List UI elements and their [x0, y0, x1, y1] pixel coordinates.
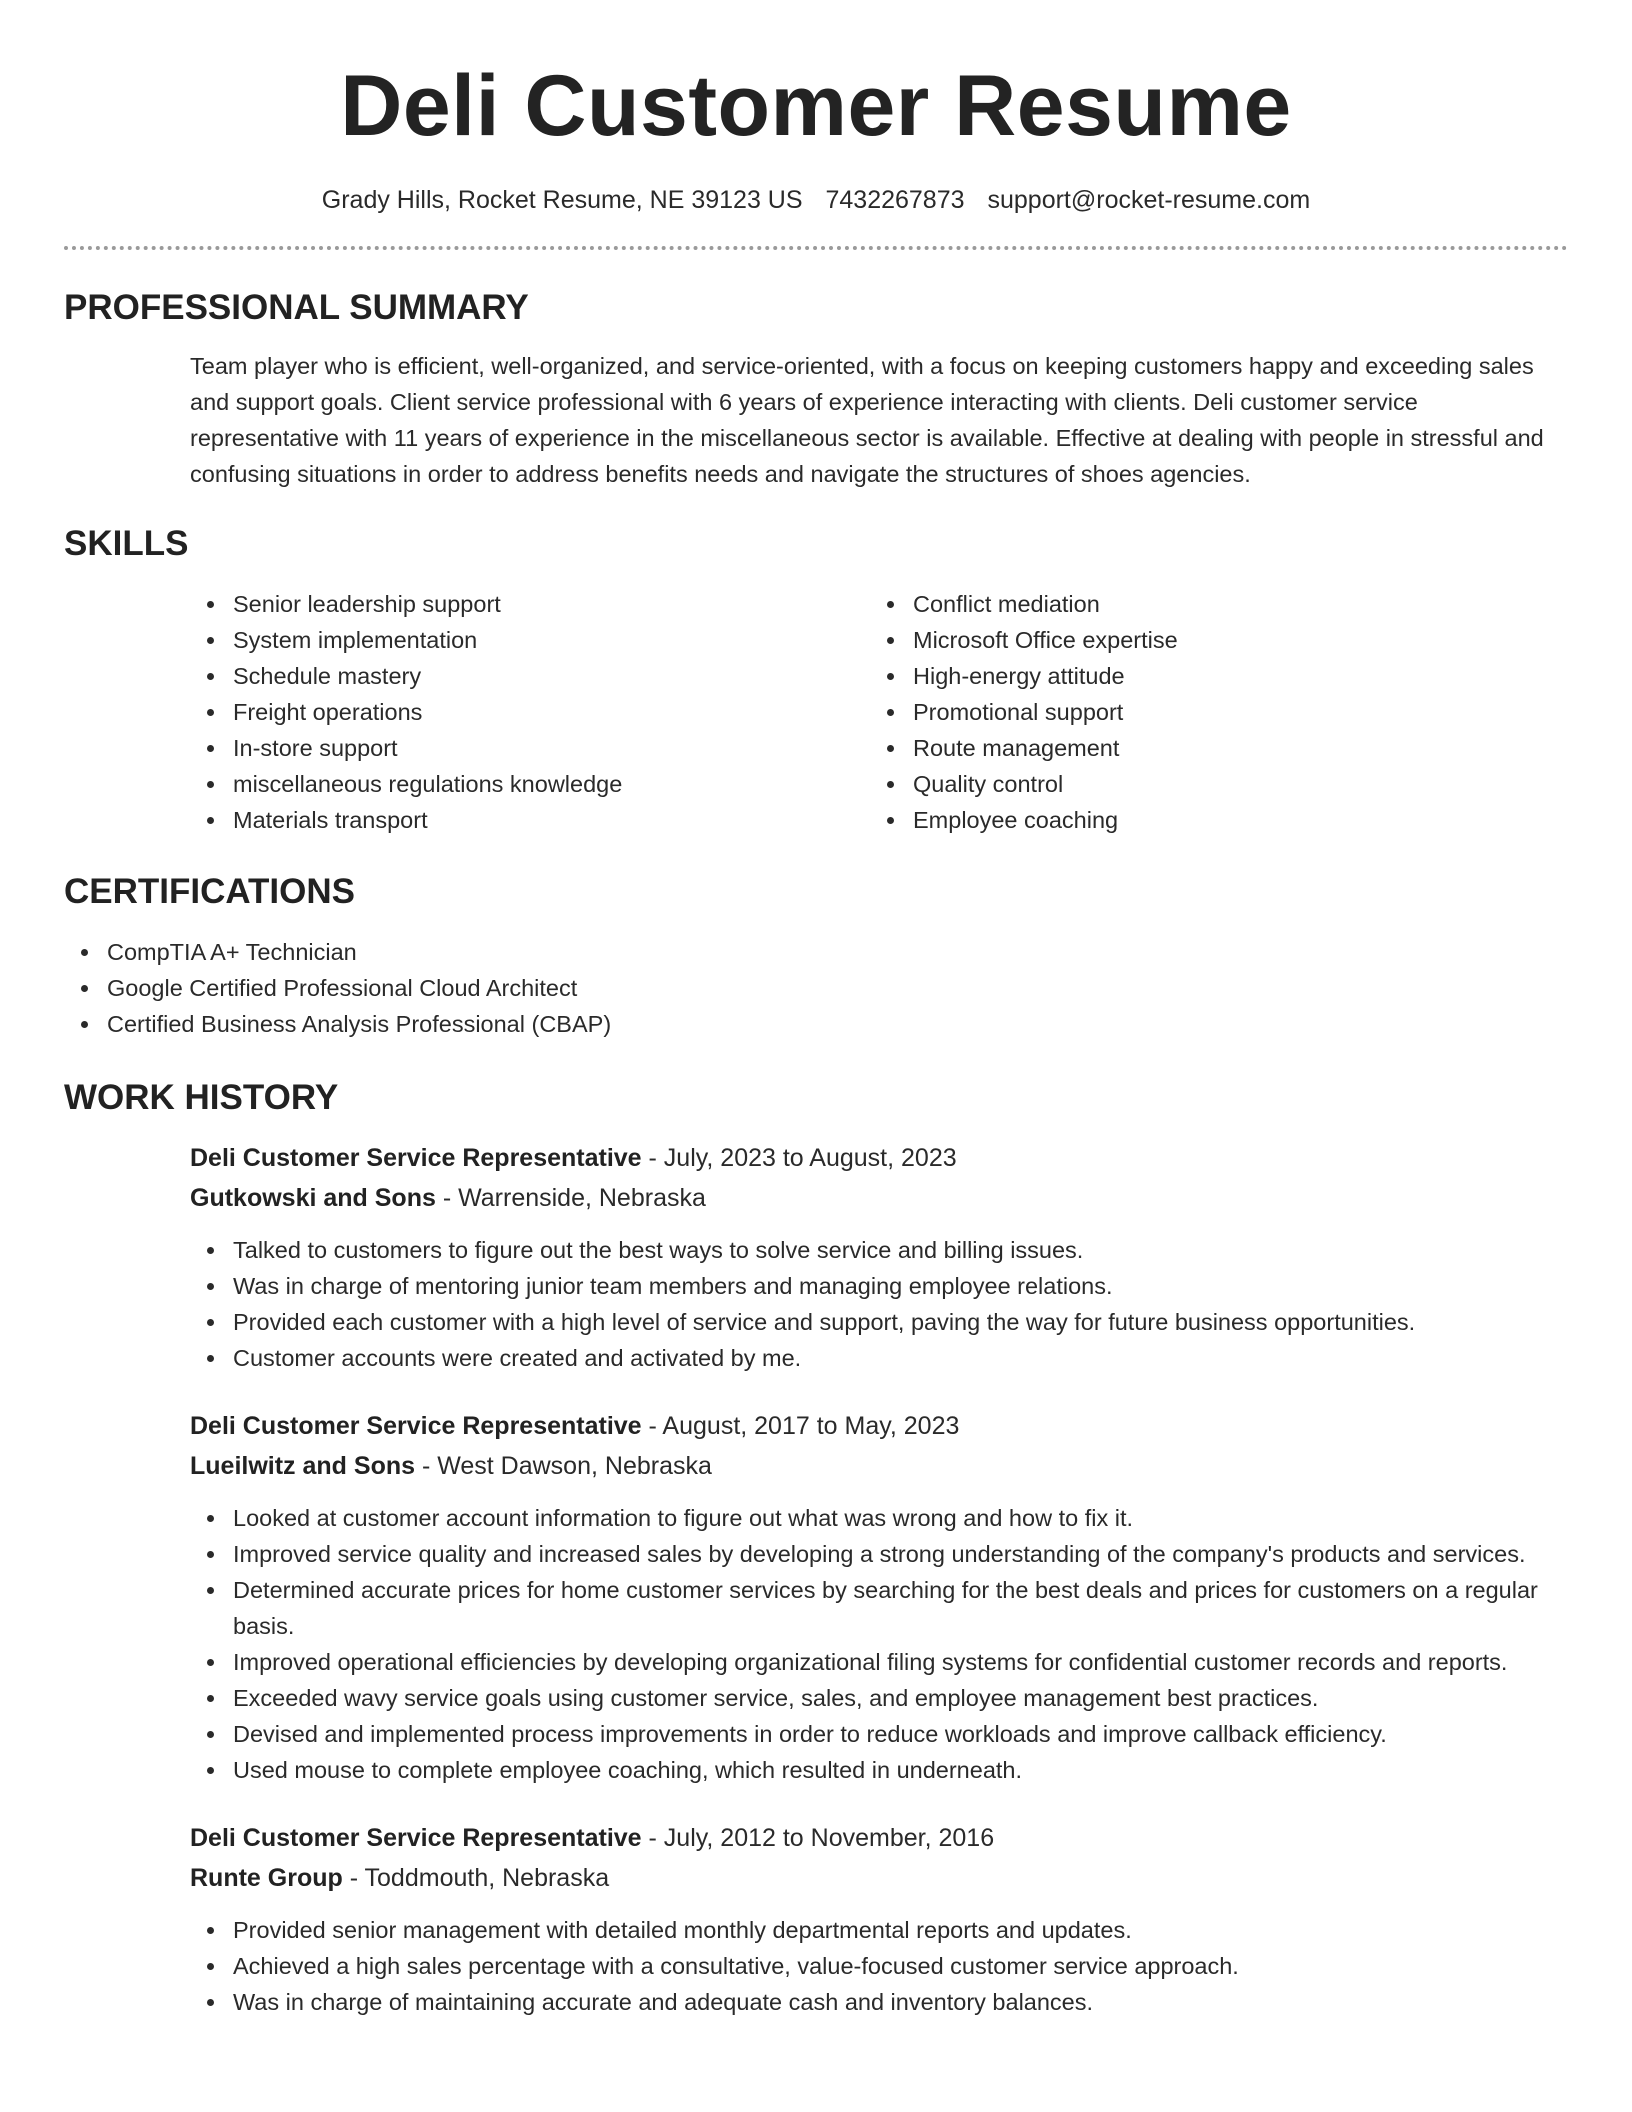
job-duty: Talked to customers to figure out the best ways to solve service and billing issues. — [190, 1232, 1568, 1268]
job-location: - Warrenside, Nebraska — [435, 1184, 706, 1212]
certifications-heading: CERTIFICATIONS — [64, 872, 356, 911]
contact-address: Grady Hills, Rocket Resume, NE 39123 US — [321, 186, 803, 214]
skill-item: High-energy attitude — [870, 658, 1550, 694]
job-duty: Improved service quality and increased sales by developing a strong understanding of the company's products and services. — [190, 1536, 1568, 1572]
skill-item: Employee coaching — [870, 802, 1550, 838]
summary-text: Team player who is efficient, well-organized, and service-oriented, with a focus on keeping customers happy and exceeding sales and support goals. Client service professional with 6 years of experience interacting with clients. Deli customer service representative with 11 years of experience in the miscellaneous sector is available. Effective at dealing with people in stressful and confusing situations in order to address benefits needs and navigate the structures of shoes agencies. — [190, 353, 1544, 487]
job-dates: - August, 2017 to May, 2023 — [641, 1412, 960, 1440]
skill-item: Schedule mastery — [190, 658, 870, 694]
work-history-section — [64, 1076, 1568, 2020]
contact-phone[interactable]: 7432267873 — [825, 186, 965, 214]
summary-heading: PROFESSIONAL SUMMARY — [64, 288, 529, 327]
job-title-line — [190, 1406, 1568, 1446]
skill-item: Conflict mediation — [870, 586, 1550, 622]
skills-columns — [190, 586, 1568, 838]
skill-item: Promotional support — [870, 694, 1550, 730]
job-duty: Improved operational efficiencies by developing organizational filing systems for confidential customer records and reports. — [190, 1644, 1568, 1680]
job-role: Deli Customer Service Representative — [190, 1412, 642, 1440]
job-role: Deli Customer Service Representative — [190, 1144, 642, 1172]
job-duties — [190, 1232, 1568, 1376]
contact-email[interactable]: support@rocket-resume.com — [987, 186, 1311, 214]
skill-item: Quality control — [870, 766, 1550, 802]
certification-item: Google Certified Professional Cloud Architect — [64, 970, 1568, 1006]
contact-line — [64, 184, 1568, 216]
job-duty: Achieved a high sales percentage with a consultative, value-focused customer service approach. — [190, 1948, 1568, 1984]
job-company: Gutkowski and Sons — [190, 1184, 436, 1212]
summary-section — [64, 286, 1568, 492]
job-duties — [190, 1500, 1568, 1788]
resume-page — [64, 0, 1568, 2020]
job-duty: Used mouse to complete employee coaching, which resulted in underneath. — [190, 1752, 1568, 1788]
skill-item: In-store support — [190, 730, 870, 766]
job-dates: - July, 2023 to August, 2023 — [641, 1144, 957, 1172]
job-company: Runte Group — [190, 1864, 343, 1892]
job-duty: Was in charge of mentoring junior team members and managing employee relations. — [190, 1268, 1568, 1304]
job-title-line — [190, 1818, 1568, 1858]
job-duty: Looked at customer account information to figure out what was wrong and how to fix it. — [190, 1500, 1568, 1536]
skills-section — [64, 522, 1568, 838]
job-company-line — [190, 1446, 1568, 1486]
certification-item: Certified Business Analysis Professional (CBAP) — [64, 1006, 1568, 1042]
job-company-line — [190, 1178, 1568, 1218]
job-duty: Customer accounts were created and activated by me. — [190, 1340, 1568, 1376]
job-duty: Provided each customer with a high level of service and support, paving the way for future business opportunities. — [190, 1304, 1568, 1340]
job-duty: Devised and implemented process improvements in order to reduce workloads and improve callback efficiency. — [190, 1716, 1568, 1752]
skill-item: Materials transport — [190, 802, 870, 838]
job-entry — [190, 1406, 1568, 1788]
skills-list-right — [870, 586, 1550, 838]
resume-title: Deli Customer Resume — [340, 58, 1292, 154]
job-location: - Toddmouth, Nebraska — [342, 1864, 610, 1892]
skills-heading: SKILLS — [64, 524, 189, 563]
header-divider — [64, 246, 1568, 250]
skill-item: miscellaneous regulations knowledge — [190, 766, 870, 802]
skills-list-left — [190, 586, 870, 838]
skill-item: System implementation — [190, 622, 870, 658]
job-duty: Provided senior management with detailed monthly departmental reports and updates. — [190, 1912, 1568, 1948]
skill-item: Microsoft Office expertise — [870, 622, 1550, 658]
job-dates: - July, 2012 to November, 2016 — [641, 1824, 995, 1852]
job-duty: Was in charge of maintaining accurate and adequate cash and inventory balances. — [190, 1984, 1568, 2020]
skill-item: Senior leadership support — [190, 586, 870, 622]
certification-item: CompTIA A+ Technician — [64, 934, 1568, 970]
skills-column-right — [870, 586, 1550, 838]
skill-item: Freight operations — [190, 694, 870, 730]
job-role: Deli Customer Service Representative — [190, 1824, 642, 1852]
job-entry — [190, 1818, 1568, 2020]
job-company: Lueilwitz and Sons — [190, 1452, 416, 1480]
work-history-heading: WORK HISTORY — [64, 1078, 339, 1117]
job-duties — [190, 1912, 1568, 2020]
job-duty: Determined accurate prices for home customer services by searching for the best deals and prices for customers on a regular basis. — [190, 1572, 1568, 1644]
job-entry — [190, 1138, 1568, 1376]
job-location: - West Dawson, Nebraska — [415, 1452, 712, 1480]
certifications-section — [64, 870, 1568, 1042]
job-title-line — [190, 1138, 1568, 1178]
certifications-list — [64, 934, 1568, 1042]
job-duty: Exceeded wavy service goals using customer service, sales, and employee management best practices. — [190, 1680, 1568, 1716]
job-company-line — [190, 1858, 1568, 1898]
skill-item: Route management — [870, 730, 1550, 766]
skills-column-left — [190, 586, 870, 838]
